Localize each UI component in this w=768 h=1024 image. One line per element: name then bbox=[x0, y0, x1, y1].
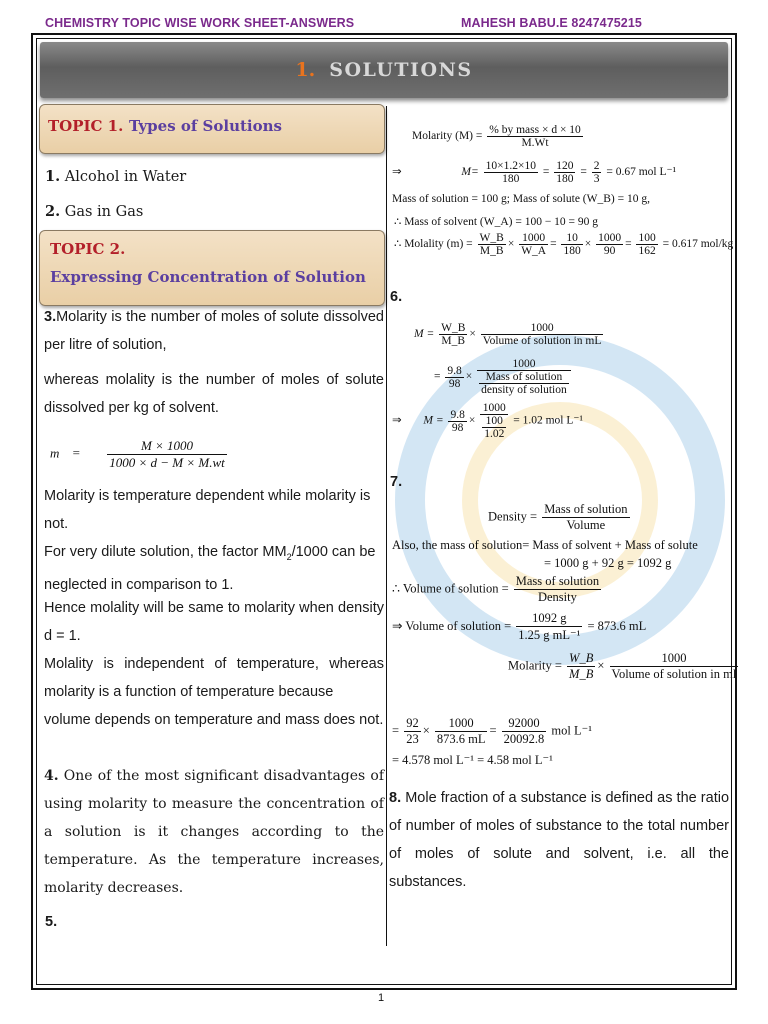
ans7-molarity: Molarity = $\frac{W\_B}{M\_B}$ × $\frac{1000}{\text{Volume of solution in ml}}$ bbox=[508, 651, 737, 681]
ans6-l3-result: = 1.02 mol L⁻¹ bbox=[513, 414, 583, 427]
ans7-sum: = 1000 g + 92 g = 1092 g bbox=[544, 556, 672, 570]
answer-2-text: Gas in Gas bbox=[64, 204, 144, 220]
ans6-l3-f1d: 98 bbox=[451, 421, 464, 434]
ans5-l2-lhs: M= bbox=[461, 166, 479, 179]
ans7-vol2-n: 1092 g bbox=[516, 611, 582, 627]
ans5-l5-f4n: 1000 bbox=[598, 232, 622, 244]
ans7-density bbox=[488, 502, 632, 533]
ans6-l1-f2d: Volume of solution in mL bbox=[482, 335, 602, 347]
ans5-l5-f1d: M_B bbox=[479, 245, 504, 257]
ans7-calc-f2n: 1000 bbox=[435, 716, 488, 732]
ans7-vol-n: Mass of solution bbox=[515, 574, 600, 588]
ans5-molarity-formula bbox=[412, 124, 585, 149]
answer-3-para-1 bbox=[44, 303, 384, 359]
answer-3-para-2: whereas molality is the number of moles of solute dissolved per kg of solvent. bbox=[44, 372, 384, 416]
ans5-l2-f3d: 3 bbox=[593, 173, 600, 185]
answer-3-para-3: Molarity is temperature dependent while molarity is not. bbox=[44, 488, 371, 532]
chapter-number: 1. bbox=[295, 59, 316, 81]
answer-5-number: 5. bbox=[45, 914, 58, 930]
ans5-molarity-calc: ⇒ M= $\frac{10\times 1.2\times 10}{180}$ = $\frac{120}{180}$ = $\frac{2}{3}$ = 0.67 mol L⁻¹ bbox=[392, 160, 677, 185]
ans5-l2-f1d: 180 bbox=[502, 173, 520, 185]
molality-formula: m = $\frac{M \times 1000}{1000 \times d - M \times M.wt}$ bbox=[50, 438, 225, 470]
ans7-density-lhs: Density = bbox=[488, 509, 538, 524]
formula-denominator: 1000 × d − M × M.wt bbox=[109, 455, 225, 470]
ans6-l1-lhs: M = bbox=[414, 328, 435, 341]
ans6-l3-f2n: 1000 bbox=[480, 402, 508, 415]
ans5-l5-lhs: ∴ Molality (m) = bbox=[394, 238, 473, 251]
topic-1-box bbox=[39, 104, 385, 154]
topic-2-title: Expressing Concentration of Solution bbox=[50, 268, 366, 286]
ans7-calc-unit: mol L⁻¹ bbox=[551, 723, 592, 738]
ans5-l5-f3n: 10 bbox=[561, 232, 582, 245]
ans6-result: ⇒ M = $\frac{9.8}{98}$ × $\frac{1000}{\frac{100}{1.02}}$ = 1.02 mol L⁻¹ bbox=[392, 402, 583, 440]
worksheet-header-title: CHEMISTRY TOPIC WISE WORK SHEET-ANSWERS bbox=[45, 16, 355, 30]
ans6-l1-f2n: 1000 bbox=[481, 322, 604, 335]
answer-2 bbox=[45, 198, 143, 226]
formula-numerator: M × 1000 bbox=[140, 438, 194, 453]
ans5-l5-f4d: 90 bbox=[603, 245, 616, 257]
answer-3-number: 3. bbox=[44, 309, 57, 325]
ans7-mol-f1d: M_B bbox=[569, 667, 594, 681]
formula-lhs: m bbox=[50, 445, 60, 461]
ans5-l5-f1n: W_B bbox=[479, 232, 504, 244]
ans7-vol2-d: 1.25 g mL⁻¹ bbox=[518, 628, 581, 642]
ans5-solvent-line: ∴ Mass of solvent (W_A) = 100 − 10 = 90 g bbox=[394, 216, 599, 228]
author-contact: MAHESH BABU.E 8247475215 bbox=[461, 16, 642, 30]
page-number: 1 bbox=[378, 992, 385, 1004]
ans5-l5-f2n: 1000 bbox=[519, 232, 548, 245]
ans5-l2-result: = 0.67 mol L⁻¹ bbox=[606, 166, 677, 179]
ans7-vol-d: Density bbox=[537, 590, 577, 604]
answer-1-number: 1. bbox=[45, 168, 61, 185]
ans7-calc-f1n: 92 bbox=[406, 716, 419, 730]
ans5-l2-f1n: 10×1.2×10 bbox=[485, 160, 536, 172]
answer-4 bbox=[44, 762, 384, 902]
ans7-mol-f1n: W_B bbox=[569, 651, 594, 665]
answer-3-para-5: Hence molality will be same to molarity when density d = 1. bbox=[44, 600, 384, 644]
ans5-l5-result: = 0.617 mol/kg bbox=[662, 238, 734, 251]
ans7-density-d: Volume bbox=[566, 518, 606, 532]
ans5-l1-num: % by mass × d × 10 bbox=[489, 124, 581, 136]
answer-7-number: 7. bbox=[390, 474, 403, 490]
answer-6-number: 6. bbox=[390, 289, 403, 305]
answer-3-para-4b: /1000 can be neglected in comparison to 1. bbox=[44, 544, 376, 593]
ans7-volume bbox=[392, 574, 603, 605]
arrow-icon: ⇒ bbox=[392, 414, 402, 427]
ans7-vol-lhs: ∴ Volume of solution = bbox=[392, 581, 509, 596]
answer-1-text: Alcohol in Water bbox=[64, 169, 187, 185]
ans5-l1-den: M.Wt bbox=[521, 137, 549, 149]
ans7-final: = 4.578 mol L⁻¹ = 4.58 mol L⁻¹ bbox=[392, 753, 553, 767]
ans6-l2-f1n: 9.8 bbox=[447, 364, 462, 377]
chapter-title: SOLUTIONS bbox=[329, 59, 473, 81]
ans6-l3-lhs: M = bbox=[423, 414, 444, 427]
column-divider bbox=[386, 106, 387, 946]
topic-2-label: TOPIC 2. bbox=[50, 240, 126, 258]
ans6-l2-f2d-d: density of solution bbox=[481, 384, 567, 396]
answer-8 bbox=[389, 784, 729, 896]
ans6-l1-f1n: W_B bbox=[441, 322, 466, 334]
ans7-calc-f2d: 873.6 mL bbox=[436, 732, 486, 746]
ans7-mol-f2n: 1000 bbox=[610, 651, 739, 667]
ans6-substitution: = $\frac{9.8}{98}$ × $\frac{1000}{\frac{\text{Mass of solution}}{\text{density of solution}}}$ bbox=[434, 358, 573, 396]
answer-8-text: Mole fraction of a substance is defined as the ratio of number of moles of substance to the total number of moles of solute and solvent, i.e. all the substances. bbox=[389, 790, 730, 890]
ans5-l2-f2n: 120 bbox=[556, 160, 574, 172]
chapter-title-bar bbox=[40, 42, 728, 98]
ans5-mass-line: Mass of solution = 100 g; Mass of solute (W_B) = 10 g, bbox=[392, 193, 650, 205]
ans7-calc-f3d: 20092.8 bbox=[503, 732, 545, 746]
ans7-mol-lhs: Molarity = bbox=[508, 658, 562, 673]
ans7-calculation: = $\frac{92}{23}$ × $\frac{1000}{873.6 mL}$ = $\frac{92000}{20092.8}$ mol L⁻¹ bbox=[392, 716, 592, 746]
ans6-l3-f2d-n: 100 bbox=[482, 415, 506, 428]
topic-2-box bbox=[39, 230, 385, 306]
ans5-l5-f3d: 180 bbox=[563, 245, 581, 257]
ans5-l5-f2d: W_A bbox=[521, 245, 547, 257]
ans6-l2-f1d: 98 bbox=[448, 377, 461, 390]
ans7-vol2-result: = 873.6 mL bbox=[587, 618, 647, 633]
ans5-l1-lhs: Molarity (M) = bbox=[412, 130, 483, 143]
answer-8-number: 8. bbox=[389, 790, 402, 806]
ans5-l2-f2d: 180 bbox=[556, 173, 574, 185]
ans7-volume-calc bbox=[392, 611, 646, 643]
answer-4-text: One of the most significant disadvantages of using molarity to measure the concentration of a solution is it changes according to the temperature. As the temperature increases, molarity decreases. bbox=[44, 768, 384, 896]
answer-3-text: Molarity is the number of moles of solute dissolved per litre of solution, bbox=[44, 309, 384, 353]
ans6-l2-f2n: 1000 bbox=[477, 358, 571, 371]
ans5-l5-f5d: 162 bbox=[638, 245, 656, 257]
arrow-icon: ⇒ bbox=[392, 166, 402, 179]
ans7-also: Also, the mass of solution= Mass of solvent + Mass of solute bbox=[392, 538, 698, 552]
ans6-l1-f1d: M_B bbox=[441, 335, 466, 347]
ans5-molality-calc: ∴ Molality (m) = $\frac{W\_B}{M\_B}$ × $\frac{1000}{W\_A}$ = $\frac{10}{180}$ × $\frac{1000}{90}$ = $\frac{100}{162}$ = 0.617 mol/kg bbox=[394, 232, 734, 257]
topic-1-title: Types of Solutions bbox=[128, 117, 282, 135]
ans6-l3-f1n: 9.8 bbox=[450, 408, 465, 421]
ans6-formula: M = $\frac{W\_B}{M\_B}$ × $\frac{1000}{\text{Volume of solution in mL}}$ bbox=[414, 322, 602, 347]
answer-3-para-4a: For very dilute solution, the factor MM bbox=[44, 544, 287, 560]
answer-1 bbox=[45, 163, 186, 191]
answer-3-para-4 bbox=[44, 538, 384, 599]
ans7-mol-f2d: Volume of solution in ml bbox=[611, 667, 737, 681]
topic-1-label: TOPIC 1. bbox=[48, 117, 124, 135]
ans6-l2-f2d-n: Mass of solution bbox=[479, 371, 569, 384]
ans6-l3-f2d-d: 1.02 bbox=[484, 428, 505, 440]
answer-3-subscript: 2 bbox=[286, 551, 292, 562]
ans7-vol2-lhs: ⇒ Volume of solution = bbox=[392, 618, 512, 633]
ans5-l2-f3n: 2 bbox=[593, 160, 600, 172]
ans7-calc-f1d: 23 bbox=[406, 732, 419, 746]
watermark-logo bbox=[390, 240, 730, 760]
answer-3-para-7: volume depends on temperature and mass does not. bbox=[44, 712, 384, 728]
answer-3-para-6: Molality is independent of temperature, whereas molarity is a function of temperature because bbox=[44, 656, 384, 700]
ans5-l5-f5n: 100 bbox=[638, 232, 656, 244]
answer-4-number: 4. bbox=[44, 768, 59, 784]
ans7-calc-f3n: 92000 bbox=[502, 716, 547, 732]
ans7-density-n: Mass of solution bbox=[544, 502, 628, 516]
answer-2-number: 2. bbox=[45, 203, 61, 220]
